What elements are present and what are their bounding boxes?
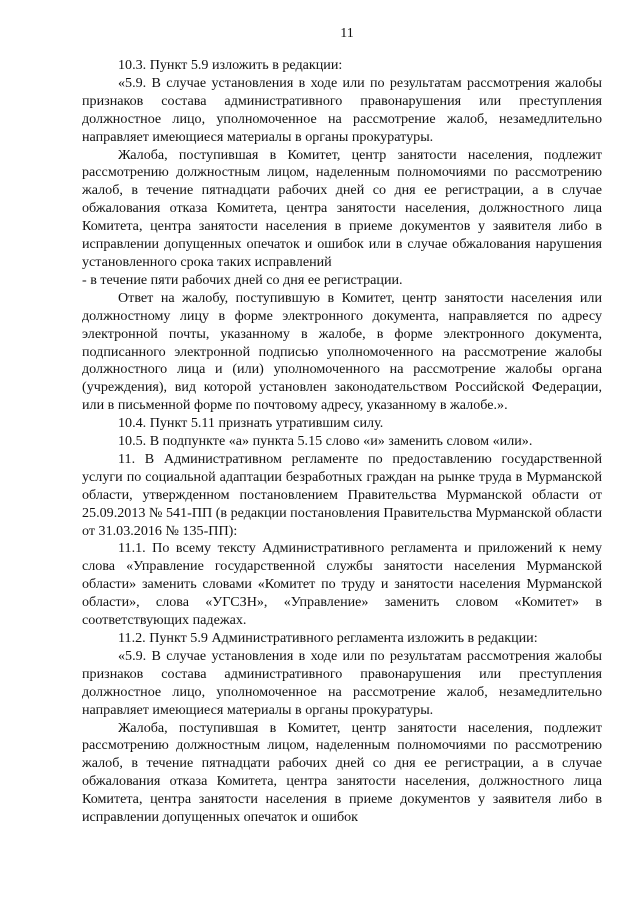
paragraph: 10.3. Пункт 5.9 изложить в редакции: [118,57,343,73]
paragraph: 11.1. По всему тексту Административного регламента и приложений к нему слова «Управление государственной службы занятости населения Мурманской области» заменить словами «Комитет по труду и занятости населения Мурманской области», слова «УГСЗН», «Управление» заменить словом «Комитет» в соответствующих падежах. [82,540,602,629]
paragraph: 10.4. Пункт 5.11 признать утратившим силу. [118,415,384,432]
paragraph: «5.9. В случае установления в ходе или по результатам рассмотрения жалобы признаков состава административного правонарушения или преступления должностное лицо, уполномоченное на рассмотрение жалоб, незамедлительно направляет имеющиеся материалы в органы прокуратуры. [82,74,602,145]
paragraph: 11.2. Пункт 5.9 Административного регламента изложить в редакции: [118,630,538,646]
paragraph: Жалоба, поступившая в Комитет, центр занятости населения, подлежит рассмотрению должностным лицом, наделенным полномочиями по рассмотрению жалоб, в течение пятнадцати рабочих дней со дня ее регистрации, а в случае обжалования отказа Комитета, центра занятости населения, должностного лица Комитета, центра занятости населения в приеме документов у заявителя либо в исправлении допущенных опечаток и ошибок [82,719,602,826]
paragraph: - в течение пяти рабочих дней со дня ее регистрации. [82,271,403,288]
paragraph: 11. В Административном регламенте по предоставлению государственной услуги по социальной адаптации безработных граждан на рынке труда в Мурманской области, утвержденном постановлением Правительства Мурманской области от 25.09.2013 № 541-ПП (в редакции постановления Правительства Мурманской области от 31.03.2016 № 135-ПП): [82,450,602,539]
paragraph: «5.9. В случае установления в ходе или по результатам рассмотрения жалобы признаков состава административного правонарушения или преступления должностное лицо, уполномоченное на рассмотрение жалоб, незамедлительно направляет имеющиеся материалы в органы прокуратуры. [82,647,602,718]
paragraph: Ответ на жалобу, поступившую в Комитет, центр занятости населения или должностному лицу в форме электронного документа, направляется по адресу электронной почты, указанному в жалобе, в форме электронного документа, подписанного электронной подписью уполномоченного на рассмотрение жалобы должностного лица и (или) уполномоченного на рассмотрение жалобы органа (учреждения), вид которой установлен законодательством Российской Федерации, или в письменной форме по почтовому адресу, указанному в жалобе.». [82,289,602,414]
page-number: 11 [340,26,354,41]
document-body [82,57,602,827]
paragraph: 10.5. В подпункте «а» пункта 5.15 слово «и» заменить словом «или». [118,433,533,450]
paragraph: Жалоба, поступившая в Комитет, центр занятости населения, подлежит рассмотрению должностным лицом, наделенным полномочиями по рассмотрению жалоб, в течение пятнадцати рабочих дней со дня ее регистрации, а в случае обжалования отказа Комитета, центра занятости населения, должностного лица Комитета, центра занятости населения в приеме документов у заявителя либо в исправлении допущенных опечаток и ошибок или в случае обжалования нарушения установленного срока таких исправлений [82,146,602,270]
